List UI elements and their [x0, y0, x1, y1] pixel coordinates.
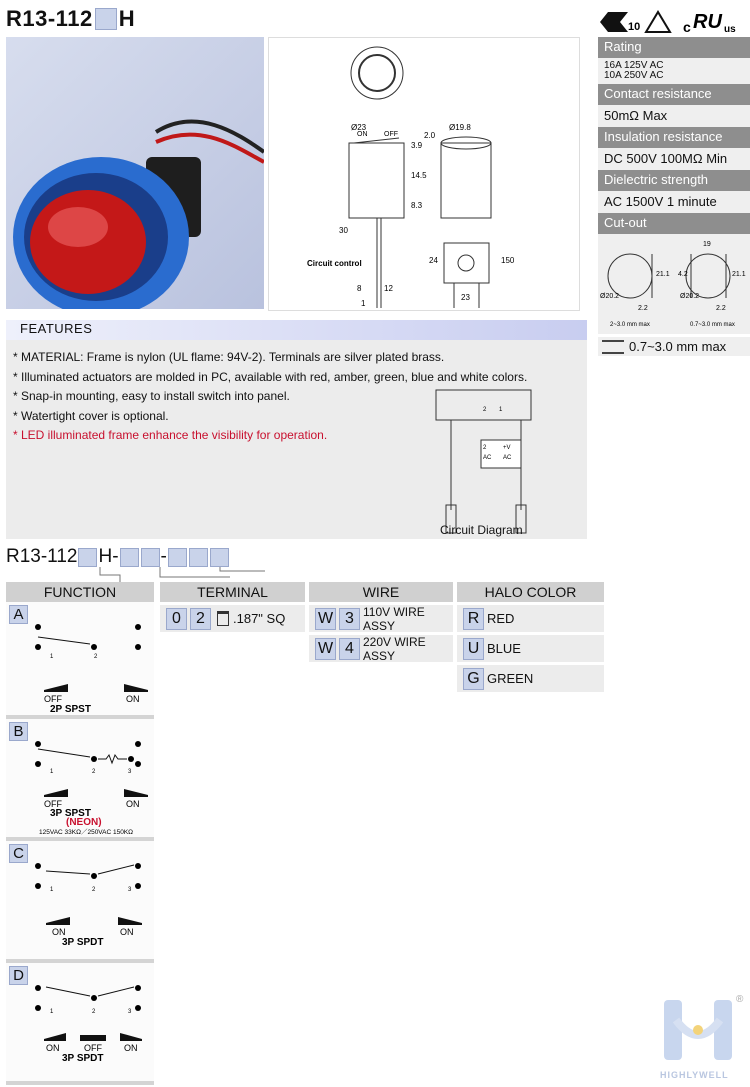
- cutout-label: 4.2: [678, 271, 688, 278]
- terminal-column: [160, 582, 305, 635]
- code-box: [120, 548, 139, 567]
- function-letter: C: [9, 844, 28, 863]
- circuit-control-label: Circuit control: [307, 259, 362, 268]
- pin-label: 2: [92, 769, 96, 775]
- option-code: G: [463, 668, 484, 690]
- halo-column: [457, 582, 604, 695]
- brand-logo: [656, 990, 746, 1082]
- dimension-drawing: [268, 37, 580, 311]
- option-label: BLUE: [487, 641, 521, 656]
- spst-neon-diagram: [6, 719, 154, 837]
- feature-item: * Illuminated actuators are molded in PC, available with red, amber, green, blue and white colors.: [13, 369, 528, 384]
- cutout-range: 2~3.0 mm max: [610, 322, 650, 328]
- function-caption: 3P SPDT: [62, 937, 104, 948]
- function-caption: 3P SPST: [50, 808, 91, 819]
- dim-label: 23: [461, 293, 470, 302]
- page-title: [6, 6, 135, 32]
- pin-label: 2: [92, 1009, 96, 1015]
- pn-dash: -: [160, 546, 167, 567]
- pn-mid: H-: [98, 546, 119, 567]
- function-panel-c: [6, 841, 154, 963]
- cert-number: 10: [628, 21, 641, 33]
- state-label: OFF: [44, 799, 62, 809]
- dim-label: OFF: [384, 131, 398, 138]
- function-panel-b: [6, 719, 154, 841]
- option-code: W: [315, 608, 336, 630]
- pin-label: 3: [128, 887, 132, 893]
- function-heading: FUNCTION: [6, 582, 154, 602]
- dim-label: 8: [357, 284, 362, 293]
- code-box: [189, 548, 208, 567]
- function-sub: (NEON): [66, 817, 102, 828]
- pin-label: 1: [50, 769, 54, 775]
- ul-icon: RU: [693, 11, 722, 33]
- pin-label: 3: [128, 769, 132, 775]
- cutout-label: 21.1: [732, 271, 746, 278]
- title-suffix: H: [118, 6, 136, 31]
- pin-label: 2: [92, 887, 96, 893]
- cutout-svg: [598, 234, 750, 334]
- spec-value: AC 1500V 1 minute: [598, 191, 750, 213]
- spec-table: [598, 37, 750, 356]
- option-label: .187" SQ: [233, 611, 286, 626]
- dim-label: Ø23: [351, 123, 367, 132]
- registered-mark: ®: [736, 994, 744, 1005]
- halo-option[interactable]: [457, 605, 604, 632]
- halo-heading: HALO COLOR: [457, 582, 604, 602]
- cert-us: us: [724, 24, 736, 35]
- function-column: [6, 582, 154, 1085]
- pn-prefix: R13-112: [6, 546, 78, 567]
- state-label: OFF: [84, 1043, 102, 1053]
- cutout-label: Ø20.2: [600, 293, 620, 300]
- state-label: ON: [124, 1043, 138, 1053]
- feature-item: * Watertight cover is optional.: [13, 408, 169, 423]
- rocker-switch-photo-icon: [6, 37, 264, 309]
- dim-label: 150: [501, 256, 515, 265]
- option-code: W: [315, 638, 336, 660]
- option-label: 110V WIRE ASSY: [363, 604, 425, 633]
- dimension-drawing-svg: [269, 38, 579, 310]
- state-label: ON: [52, 927, 66, 937]
- cert-c: c: [683, 19, 691, 35]
- features-section: [6, 320, 587, 539]
- dim-label: 2.0: [424, 131, 436, 140]
- certification-logos: [598, 8, 748, 36]
- circuit-label: +V: [503, 445, 511, 451]
- pin-label: 1: [50, 887, 54, 893]
- pin-label: 3: [128, 1009, 132, 1015]
- spec-value-line: 10A 250V AC: [604, 70, 664, 81]
- option-code: U: [463, 638, 484, 660]
- option-code: 0: [166, 608, 187, 630]
- dim-label: Ø19.8: [449, 123, 471, 132]
- circuit-label: 2: [483, 407, 487, 413]
- spst-diagram: [6, 602, 154, 715]
- dim-label: ON: [357, 131, 368, 138]
- dim-label: 24: [429, 256, 438, 265]
- spec-header: Rating: [598, 37, 750, 58]
- terminal-option[interactable]: [160, 605, 305, 632]
- option-label: RED: [487, 611, 515, 626]
- wire-option[interactable]: [309, 635, 453, 662]
- function-letter: B: [9, 722, 28, 741]
- option-code: 2: [190, 608, 211, 630]
- code-box: [95, 8, 117, 30]
- circuit-label: 1: [499, 407, 503, 413]
- feature-item: * MATERIAL: Frame is nylon (UL flame: 94V-2). Terminals are silver plated brass.: [13, 350, 445, 364]
- function-caption: 2P SPST: [50, 704, 91, 715]
- cutout-label: 2.2: [716, 305, 726, 312]
- spec-value-line: 16A 125V AC: [604, 60, 664, 71]
- cutout-drawing: [598, 234, 750, 334]
- feature-item: * LED illuminated frame enhance the visibility for operation.: [13, 428, 328, 442]
- function-note: 125VAC 33KΩ／250VAC 150KΩ: [39, 829, 134, 836]
- code-box: [168, 548, 187, 567]
- title-prefix: R13-112: [6, 6, 93, 31]
- function-letter: D: [9, 966, 28, 985]
- function-panel-d: [6, 963, 154, 1085]
- state-label: ON: [46, 1043, 60, 1053]
- circuit-caption: Circuit Diagram: [440, 523, 523, 537]
- terminal-heading: TERMINAL: [160, 582, 305, 602]
- spec-value: 50mΩ Max: [598, 105, 750, 127]
- pin-label: 1: [50, 1009, 54, 1015]
- cutout-label: 21.1: [656, 271, 670, 278]
- pin-label: 2: [94, 654, 98, 660]
- panel-thickness: [598, 337, 750, 356]
- features-heading: FEATURES: [6, 320, 587, 340]
- halo-option[interactable]: [457, 665, 604, 692]
- enec-icon: [600, 12, 628, 32]
- option-code: R: [463, 608, 484, 630]
- function-caption: 3P SPDT: [62, 1053, 104, 1064]
- dim-label: 8.3: [411, 201, 423, 210]
- pin-label: 1: [50, 654, 54, 660]
- cutout-label: 19: [703, 241, 711, 248]
- dim-label: 14.5: [411, 171, 427, 180]
- wire-column: [309, 582, 453, 665]
- option-code: 3: [339, 608, 360, 630]
- feature-item: * Snap-in mounting, easy to install switch into panel.: [13, 389, 290, 403]
- halo-option[interactable]: [457, 635, 604, 662]
- wire-heading: WIRE: [309, 582, 453, 602]
- spdt-diagram-d: [6, 963, 154, 1081]
- cutout-range: 0.7~3.0 mm max: [690, 322, 735, 328]
- circuit-label: AC: [503, 455, 512, 461]
- state-label: OFF: [44, 694, 62, 704]
- wire-option[interactable]: [309, 605, 453, 632]
- circuit-label: AC: [483, 455, 492, 461]
- function-panel-a: [6, 602, 154, 719]
- thickness-icon: [602, 340, 624, 354]
- spdt-diagram-c: [6, 841, 154, 959]
- product-photo: [6, 37, 264, 309]
- state-label: ON: [126, 694, 140, 704]
- option-code: 4: [339, 638, 360, 660]
- vde-icon: [646, 12, 670, 32]
- thickness-value: 0.7~3.0 mm max: [629, 339, 727, 354]
- code-box: [78, 548, 97, 567]
- circuit-label: 2: [483, 445, 487, 451]
- circuit-diagram: [431, 385, 541, 535]
- function-letter: A: [9, 605, 28, 624]
- option-label: 220V WIRE ASSY: [363, 634, 426, 663]
- dim-label: 1: [361, 299, 366, 308]
- spec-value: [598, 58, 750, 84]
- cutout-label: Ø20.2: [680, 293, 700, 300]
- code-box: [210, 548, 229, 567]
- spec-header: Insulation resistance: [598, 127, 750, 148]
- dim-label: 30: [339, 226, 348, 235]
- cert-icons: [598, 8, 748, 36]
- state-label: ON: [126, 799, 140, 809]
- dim-label: 12: [384, 284, 393, 293]
- highlywell-logo-icon: [656, 990, 746, 1082]
- cutout-label: 2.2: [638, 305, 648, 312]
- state-label: ON: [120, 927, 134, 937]
- terminal-icon: [217, 611, 229, 626]
- brand-name: HIGHLYWELL: [660, 1070, 729, 1080]
- dim-label: 3.9: [411, 141, 423, 150]
- spec-header: Dielectric strength: [598, 170, 750, 191]
- code-box: [141, 548, 160, 567]
- spec-header: Contact resistance: [598, 84, 750, 105]
- spec-header: Cut-out: [598, 213, 750, 234]
- option-label: GREEN: [487, 671, 534, 686]
- spec-value: DC 500V 100MΩ Min: [598, 148, 750, 170]
